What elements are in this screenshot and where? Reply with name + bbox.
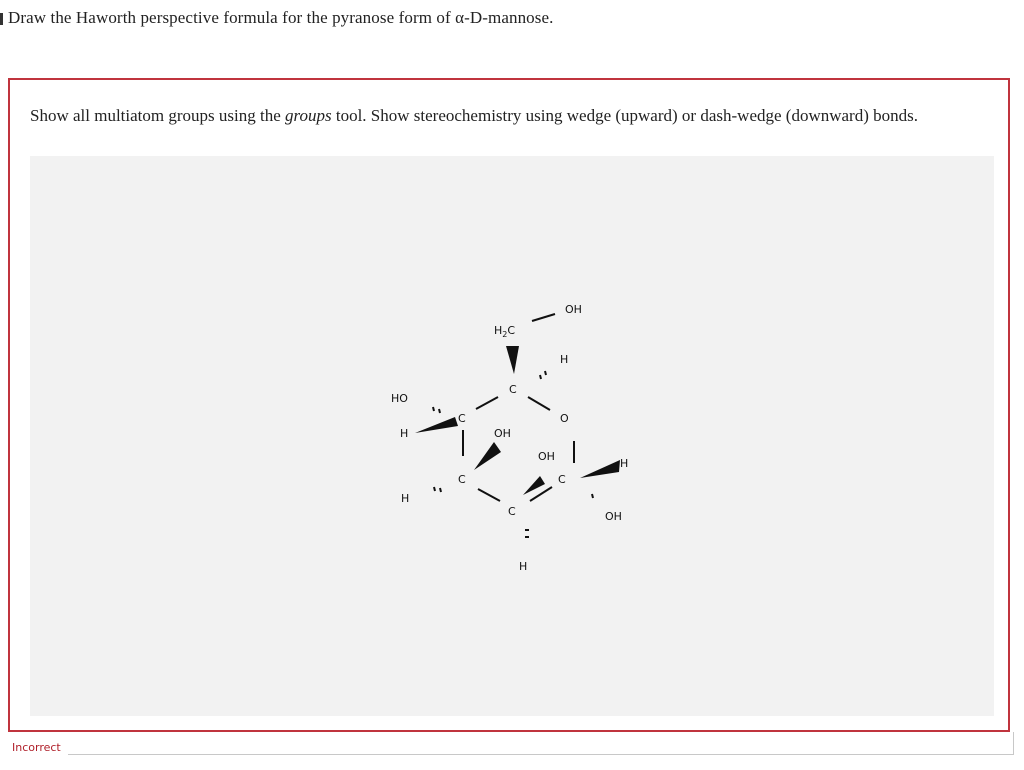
label-h2c[interactable]: $H_2C$ <box>494 324 516 339</box>
bond-c5-o[interactable] <box>528 397 550 410</box>
label-oh-mid[interactable]: OH <box>494 427 511 440</box>
dash-c4-oh-1[interactable] <box>433 407 434 411</box>
wedge-c2-oh[interactable] <box>523 476 545 495</box>
label-c5[interactable]: C <box>509 383 517 396</box>
bond-ch2-oh[interactable] <box>532 314 555 321</box>
label-c4[interactable]: C <box>458 412 466 425</box>
label-oh-bottom-right[interactable]: OH <box>605 510 622 523</box>
instructions-part-1: Show all multiatom groups using the <box>30 106 285 125</box>
instructions-text <box>30 102 930 129</box>
wedge-c4-h[interactable] <box>415 417 458 433</box>
feedback-divider <box>68 754 1014 755</box>
label-c1[interactable]: C <box>558 473 566 486</box>
label-h-bottom[interactable]: H <box>519 560 528 573</box>
answer-panel <box>8 78 1010 732</box>
dash-c3-h-1[interactable] <box>434 487 435 491</box>
label-h-left[interactable]: H <box>400 427 409 440</box>
dash-c3-h-2[interactable] <box>440 488 441 492</box>
haworth-structure[interactable] <box>30 156 994 716</box>
dash-c5-h-2[interactable] <box>540 375 541 379</box>
dash-c5-h-1[interactable] <box>545 371 546 375</box>
feedback-bar <box>8 734 1014 758</box>
question-marker <box>0 13 3 25</box>
bond-c3-c2[interactable] <box>478 489 500 501</box>
label-h-right[interactable]: H <box>620 457 629 470</box>
feedback-edge <box>1013 732 1014 755</box>
label-oh-right[interactable]: OH <box>538 450 555 463</box>
label-ring-o[interactable]: O <box>560 412 569 425</box>
wedge-c1-h[interactable] <box>580 460 620 478</box>
drawing-canvas[interactable] <box>30 156 994 716</box>
wedge-c5-ch2[interactable] <box>506 346 519 374</box>
question-prompt: Draw the Haworth perspective formula for the pyranose form of α-D-mannose. <box>8 8 554 27</box>
label-c3[interactable]: C <box>458 473 466 486</box>
instructions-part-2: tool. Show stereochemistry using wedge (upward) or dash-wedge (downward) bonds. <box>331 106 918 125</box>
label-c2[interactable]: C <box>508 505 516 518</box>
label-ho-left[interactable]: HO <box>391 392 408 405</box>
label-h-lower-left[interactable]: H <box>401 492 410 505</box>
label-h-top[interactable]: H <box>560 353 569 366</box>
bond-c4-c5[interactable] <box>476 397 498 409</box>
label-oh-top[interactable]: OH <box>565 303 582 316</box>
feedback-status: Incorrect <box>12 741 61 754</box>
wedge-c3-oh[interactable] <box>474 442 501 470</box>
groups-tool-word: groups <box>285 106 332 125</box>
dash-c1-oh[interactable] <box>592 494 593 498</box>
dash-c4-oh-2[interactable] <box>439 409 440 413</box>
